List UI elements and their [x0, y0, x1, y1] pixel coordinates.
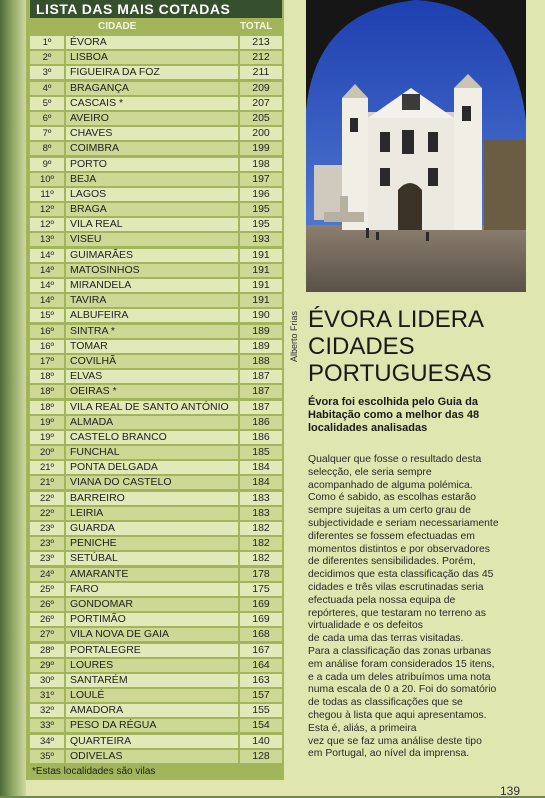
table-row [30, 658, 282, 673]
table-row [30, 460, 282, 475]
body-line: em Portugal, ao nível da imprensa. [308, 748, 470, 760]
total-cell: 197 [240, 173, 282, 186]
city-cell: VILA REAL DE SANTO ANTÓNIO [66, 401, 238, 414]
rank-cell: 8º [30, 142, 64, 155]
table-row [30, 339, 282, 354]
body-line: em análise foram considerados 15 itens, [308, 658, 495, 670]
table-row [30, 172, 282, 187]
body-line: repórteres, que testaram no terreno as [308, 607, 486, 619]
body-line: subjectividade e seriam necessariamente [308, 517, 499, 529]
rank-cell: 17º [30, 355, 64, 368]
city-cell: ÉVORA [66, 36, 238, 49]
rank-cell: 30º [30, 674, 64, 687]
photo-credit: Alberto Frias [289, 310, 299, 362]
total-cell: 182 [240, 537, 282, 550]
total-cell: 185 [240, 446, 282, 459]
city-cell: BRAGANÇA [66, 82, 238, 95]
rank-cell: 29º [30, 659, 64, 672]
rank-cell: 19º [30, 431, 64, 444]
total-cell: 189 [240, 340, 282, 353]
city-cell: GUIMARÃES [66, 249, 238, 262]
table-row [30, 734, 282, 749]
rank-cell: 9º [30, 158, 64, 171]
total-cell: 191 [240, 264, 282, 277]
total-cell: 186 [240, 431, 282, 444]
table-row [30, 491, 282, 506]
city-cell: MATOSINHOS [66, 264, 238, 277]
rank-cell: 14º [30, 249, 64, 262]
city-cell: CASCAIS * [66, 97, 238, 110]
table-row [30, 749, 282, 764]
rank-cell: 10º [30, 173, 64, 186]
city-cell: TOMAR [66, 340, 238, 353]
rank-cell: 32º [30, 704, 64, 717]
total-cell: 168 [240, 628, 282, 641]
rank-cell: 20º [30, 446, 64, 459]
evora-church-photo [306, 0, 526, 292]
table-row [30, 384, 282, 399]
city-cell: AMARANTE [66, 568, 238, 581]
total-cell: 188 [240, 355, 282, 368]
headline-line: ÉVORA LIDERA [308, 306, 485, 333]
rank-cell: 16º [30, 340, 64, 353]
total-cell: 164 [240, 659, 282, 672]
rank-cell: 14º [30, 279, 64, 292]
page-number: 139 [500, 784, 521, 798]
body-line: vez que se faz uma análise deste tipo [308, 735, 482, 747]
table-header [30, 20, 282, 34]
table-row [30, 688, 282, 703]
city-cell: ODIVELAS [66, 750, 238, 763]
table-row [30, 551, 282, 566]
total-cell: 209 [240, 82, 282, 95]
total-cell: 187 [240, 401, 282, 414]
city-cell: SETÚBAL [66, 552, 238, 565]
body-line: momentos distintos e por observadores [308, 543, 490, 555]
table-row [30, 718, 282, 733]
table-row [30, 187, 282, 202]
city-cell: MIRANDELA [66, 279, 238, 292]
table-row [30, 263, 282, 278]
city-cell: LOULÉ [66, 689, 238, 702]
headline-line: PORTUGUESAS [308, 360, 492, 387]
table-row [30, 111, 282, 126]
city-cell: LISBOA [66, 51, 238, 64]
table-row [30, 415, 282, 430]
city-cell: PORTIMÃO [66, 613, 238, 626]
table-row [30, 81, 282, 96]
table-row [30, 521, 282, 536]
city-cell: PESO DA RÉGUA [66, 719, 238, 732]
column-header-total: TOTAL [240, 21, 273, 32]
total-cell: 184 [240, 476, 282, 489]
table-row [30, 506, 282, 521]
body-line: acompanhado de alguma polémica. [308, 479, 473, 491]
table-row [30, 445, 282, 460]
total-cell: 167 [240, 644, 282, 657]
total-cell: 207 [240, 97, 282, 110]
city-cell: AVEIRO [66, 112, 238, 125]
total-cell: 195 [240, 218, 282, 231]
city-cell: QUARTEIRA [66, 735, 238, 748]
headline-line: CIDADES [308, 333, 415, 360]
rank-cell: 7º [30, 127, 64, 140]
table-row [30, 35, 282, 50]
rank-cell: 34º [30, 735, 64, 748]
rank-cell: 26º [30, 613, 64, 626]
city-cell: GONDOMAR [66, 598, 238, 611]
rank-cell: 31º [30, 689, 64, 702]
body-line: decidimos que esta classificação das 45 [308, 569, 494, 581]
total-cell: 205 [240, 112, 282, 125]
rank-cell: 4º [30, 82, 64, 95]
table-row [30, 400, 282, 415]
body-line: virtualidade e os defeitos [308, 620, 423, 632]
rank-cell: 2º [30, 51, 64, 64]
body-line: selecção, ele seria sempre [308, 466, 432, 478]
table-row [30, 141, 282, 156]
table-row [30, 248, 282, 263]
body-line: Para a classificação das zonas urbanas [308, 645, 492, 657]
table-row [30, 126, 282, 141]
rank-cell: 13º [30, 233, 64, 246]
church-illustration [306, 0, 526, 292]
table-row [30, 627, 282, 642]
rank-cell: 26º [30, 598, 64, 611]
total-cell: 182 [240, 552, 282, 565]
city-cell: PONTA DELGADA [66, 461, 238, 474]
body-line: chegou à lista que aqui apresentamos. [308, 709, 487, 721]
total-cell: 212 [240, 51, 282, 64]
rank-cell: 23º [30, 552, 64, 565]
total-cell: 199 [240, 142, 282, 155]
total-cell: 196 [240, 188, 282, 201]
total-cell: 211 [240, 66, 282, 79]
city-cell: FUNCHAL [66, 446, 238, 459]
city-cell: ELVAS [66, 370, 238, 383]
total-cell: 187 [240, 370, 282, 383]
total-cell: 183 [240, 507, 282, 520]
total-cell: 169 [240, 613, 282, 626]
rank-cell: 28º [30, 644, 64, 657]
article-subhead: Évora foi escolhida pelo Guia da Habitação como a melhor das 48 localidades analisadas [308, 396, 480, 434]
body-line: de diferentes sensibilidades. Porém, [308, 556, 476, 568]
total-cell: 189 [240, 325, 282, 338]
rank-cell: 23º [30, 522, 64, 535]
rank-cell: 23º [30, 537, 64, 550]
body-line: Esta é, aliás, a primeira [308, 722, 417, 734]
body-line: cidades e três vilas escrutinadas seria [308, 581, 484, 593]
table-row [30, 217, 282, 232]
city-cell: VISEU [66, 233, 238, 246]
total-cell: 213 [240, 36, 282, 49]
city-cell: GUARDA [66, 522, 238, 535]
rank-cell: 14º [30, 294, 64, 307]
total-cell: 184 [240, 461, 282, 474]
article-body [308, 454, 528, 761]
city-cell: ALMADA [66, 416, 238, 429]
body-line: de todas as classificações que se [308, 697, 463, 709]
table-row [30, 430, 282, 445]
total-cell: 187 [240, 385, 282, 398]
rank-cell: 22º [30, 507, 64, 520]
total-cell: 190 [240, 309, 282, 322]
rank-cell: 19º [30, 416, 64, 429]
total-cell: 154 [240, 719, 282, 732]
rank-cell: 18º [30, 401, 64, 414]
table-row [30, 582, 282, 597]
table-row [30, 475, 282, 490]
total-cell: 191 [240, 249, 282, 262]
table-row [30, 157, 282, 172]
rank-cell: 21º [30, 461, 64, 474]
city-cell: SANTARÉM [66, 674, 238, 687]
city-cell: PORTO [66, 158, 238, 171]
table-row [30, 324, 282, 339]
total-cell: 200 [240, 127, 282, 140]
total-cell: 198 [240, 158, 282, 171]
rank-cell: 22º [30, 492, 64, 505]
city-cell: BARREIRO [66, 492, 238, 505]
body-line: sempre sujeitas a um certo grau de [308, 505, 471, 517]
city-cell: LAGOS [66, 188, 238, 201]
table-row [30, 202, 282, 217]
city-cell: BEJA [66, 173, 238, 186]
table-row [30, 308, 282, 323]
rank-cell: 35º [30, 750, 64, 763]
rank-cell: 6º [30, 112, 64, 125]
city-cell: PENICHE [66, 537, 238, 550]
table-title: LISTA DAS MAIS COTADAS [30, 0, 282, 18]
total-cell: 195 [240, 203, 282, 216]
total-cell: 169 [240, 598, 282, 611]
ranking-rows [30, 35, 282, 764]
table-row [30, 369, 282, 384]
table-row [30, 673, 282, 688]
rank-cell: 1º [30, 36, 64, 49]
total-cell: 140 [240, 735, 282, 748]
city-cell: CASTELO BRANCO [66, 431, 238, 444]
body-line: numa escala de 0 a 20. Foi do somatório [308, 684, 497, 696]
table-row [30, 703, 282, 718]
city-cell: COVILHÃ [66, 355, 238, 368]
rank-cell: 3º [30, 66, 64, 79]
city-cell: COIMBRA [66, 142, 238, 155]
table-row [30, 536, 282, 551]
rank-cell: 15º [30, 309, 64, 322]
rank-cell: 12º [30, 203, 64, 216]
column-header-city: CIDADE [98, 21, 137, 32]
table-row [30, 50, 282, 65]
total-cell: 128 [240, 750, 282, 763]
rank-cell: 33º [30, 719, 64, 732]
total-cell: 182 [240, 522, 282, 535]
page-spine-shadow [0, 0, 26, 796]
city-cell: LOURES [66, 659, 238, 672]
rank-cell: 18º [30, 385, 64, 398]
city-cell: FIGUEIRA DA FOZ [66, 66, 238, 79]
ranking-table-panel [26, 0, 284, 780]
total-cell: 157 [240, 689, 282, 702]
table-row [30, 612, 282, 627]
rank-cell: 11º [30, 188, 64, 201]
city-cell: PORTALEGRE [66, 644, 238, 657]
city-cell: CHAVES [66, 127, 238, 140]
body-line: efectuada pela nossa equipa de [308, 594, 456, 606]
city-cell: ALBUFEIRA [66, 309, 238, 322]
table-row [30, 278, 282, 293]
city-cell: LEIRIA [66, 507, 238, 520]
city-cell: VILA REAL [66, 218, 238, 231]
rank-cell: 16º [30, 325, 64, 338]
body-line: e a cada um deles atribuímos uma nota [308, 671, 491, 683]
table-row [30, 293, 282, 308]
total-cell: 191 [240, 294, 282, 307]
total-cell: 163 [240, 674, 282, 687]
table-row [30, 232, 282, 247]
article-headline [308, 306, 522, 387]
total-cell: 183 [240, 492, 282, 505]
rank-cell: 21º [30, 476, 64, 489]
table-row [30, 65, 282, 80]
rank-cell: 5º [30, 97, 64, 110]
body-line: diferentes se fossem efectuadas em [308, 530, 475, 542]
city-cell: VILA NOVA DE GAIA [66, 628, 238, 641]
total-cell: 155 [240, 704, 282, 717]
rank-cell: 24º [30, 568, 64, 581]
city-cell: SINTRA * [66, 325, 238, 338]
body-line: Qualquer que fosse o resultado desta [308, 454, 482, 465]
total-cell: 178 [240, 568, 282, 581]
table-row [30, 597, 282, 612]
rank-cell: 12º [30, 218, 64, 231]
table-footnote: *Estas localidades são vilas [32, 766, 156, 777]
table-row [30, 354, 282, 369]
city-cell: AMADORA [66, 704, 238, 717]
total-cell: 193 [240, 233, 282, 246]
rank-cell: 27º [30, 628, 64, 641]
city-cell: BRAGA [66, 203, 238, 216]
rank-cell: 14º [30, 264, 64, 277]
city-cell: OEIRAS * [66, 385, 238, 398]
body-line: Como é sabido, as escolhas estarão [308, 492, 477, 504]
city-cell: VIANA DO CASTELO [66, 476, 238, 489]
total-cell: 191 [240, 279, 282, 292]
table-row [30, 96, 282, 111]
total-cell: 186 [240, 416, 282, 429]
city-cell: TAVIRA [66, 294, 238, 307]
table-row [30, 643, 282, 658]
rank-cell: 25º [30, 583, 64, 596]
body-line: de cada uma das terras visitadas. [308, 633, 464, 645]
city-cell: FARO [66, 583, 238, 596]
table-row [30, 567, 282, 582]
total-cell: 175 [240, 583, 282, 596]
rank-cell: 18º [30, 370, 64, 383]
